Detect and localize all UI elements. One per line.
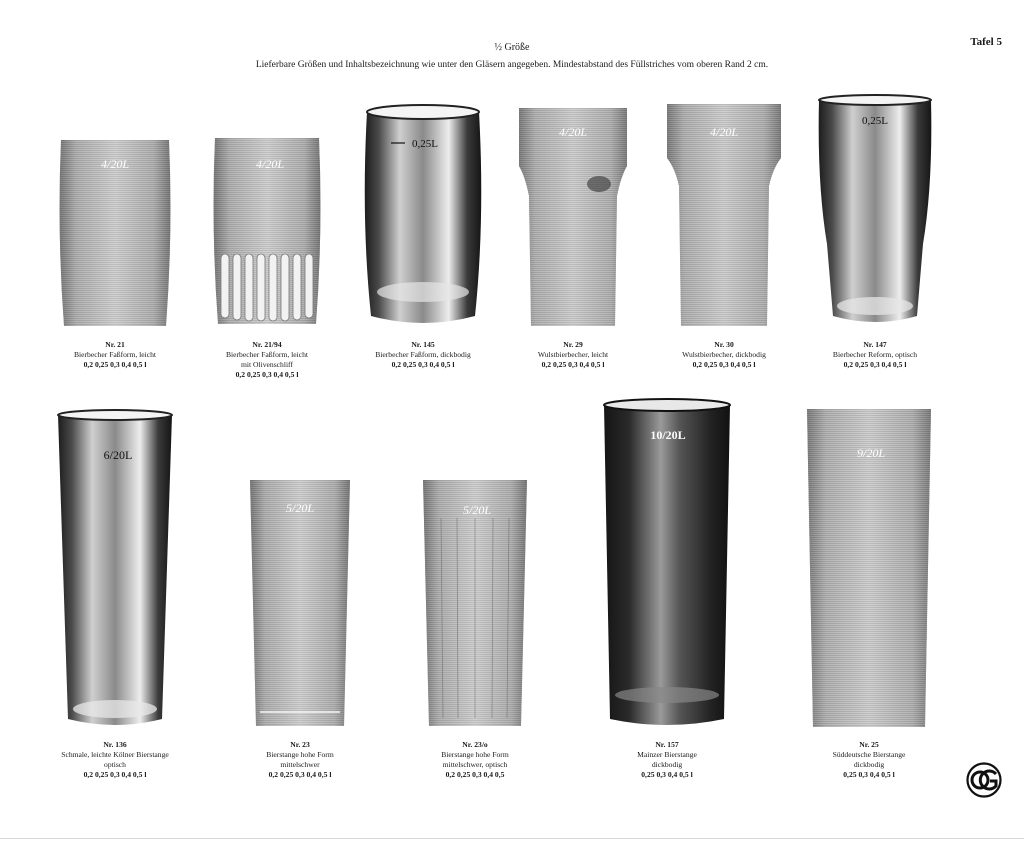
fill-mark: 5/20L bbox=[462, 503, 492, 517]
caption-nr-25 bbox=[779, 740, 959, 780]
caption-nr-21-94 bbox=[177, 340, 357, 380]
item-name: Bierbecher Reform, optisch bbox=[832, 350, 918, 359]
item-name: Bierbecher Faßform, leicht bbox=[73, 350, 157, 359]
caption-nr-23 bbox=[210, 740, 390, 780]
caption-nr-136 bbox=[25, 740, 205, 780]
item-number: Nr. 21 bbox=[105, 340, 125, 349]
glass-nr-29 bbox=[517, 106, 629, 328]
glass-nr-25 bbox=[805, 407, 933, 729]
instruction-text: Lieferbare Größen und Inhaltsbezeichnung wie unter den Gläsern angegeben. Mindestabstand des Füllstriches vom oberen Rand 2 cm. bbox=[255, 60, 769, 70]
item-sizes: 0,2 0,25 0,3 0,4 0,5 l bbox=[83, 770, 147, 779]
item-number: Nr. 23 bbox=[290, 740, 310, 749]
item-name-2: optisch bbox=[104, 760, 126, 769]
item-number: Nr. 136 bbox=[103, 740, 127, 749]
glass-nr-136 bbox=[56, 409, 174, 729]
fill-mark: 4/20L bbox=[709, 125, 739, 139]
glass-nr-147 bbox=[817, 94, 933, 328]
footer-rule bbox=[0, 838, 1024, 839]
item-name: Mainzer Bierstange bbox=[637, 750, 697, 759]
fill-mark: 6/20L bbox=[103, 448, 133, 462]
glass-nr-145 bbox=[363, 102, 483, 328]
fill-mark: 0,25L bbox=[412, 138, 438, 150]
fill-mark: 9/20L bbox=[856, 446, 886, 460]
item-name: Bierbecher Faßform, leicht bbox=[225, 350, 309, 359]
item-number: Nr. 21/94 bbox=[252, 340, 282, 349]
item-name: Bierstange hohe Form bbox=[441, 750, 509, 759]
item-name: Bierbecher Faßform, dickbodig bbox=[375, 350, 471, 359]
item-sizes: 0,2 0,25 0,3 0,4 0,5 bbox=[445, 770, 505, 779]
glass-nr-21-94 bbox=[212, 136, 322, 326]
item-name: Wulstbierbecher, dickbodig bbox=[682, 350, 766, 359]
item-name-2: mittelschwer bbox=[280, 760, 320, 769]
item-number: Nr. 30 bbox=[714, 340, 734, 349]
item-name-2: dickbodig bbox=[853, 760, 885, 769]
caption-nr-147 bbox=[785, 340, 965, 370]
item-name-2: dickbodig bbox=[651, 760, 683, 769]
item-name: Bierstange hohe Form bbox=[266, 750, 334, 759]
fill-mark: 4/20L bbox=[558, 125, 588, 139]
glass-nr-157 bbox=[602, 397, 732, 729]
item-name: Süddeutsche Bierstange bbox=[832, 750, 906, 759]
og-logo-icon bbox=[966, 762, 1002, 798]
item-name: Wulstbierbecher, leicht bbox=[537, 350, 609, 359]
item-number: Nr. 23/o bbox=[462, 740, 488, 749]
glass-nr-23-o bbox=[421, 478, 529, 728]
scale-note: ½ Größe bbox=[494, 42, 530, 53]
fill-mark: 10/20L bbox=[650, 428, 686, 442]
plate-label: Tafel 5 bbox=[970, 36, 1002, 48]
item-number: Nr. 157 bbox=[655, 740, 679, 749]
item-sizes: 0,2 0,25 0,3 0,4 0,5 l bbox=[541, 360, 605, 369]
item-sizes: 0,25 0,3 0,4 0,5 l bbox=[641, 770, 693, 779]
item-sizes: 0,2 0,25 0,3 0,4 0,5 l bbox=[391, 360, 455, 369]
caption-nr-157 bbox=[577, 740, 757, 780]
item-number: Nr. 29 bbox=[563, 340, 583, 349]
item-name: Schmale, leichte Kölner Bierstange bbox=[61, 750, 169, 759]
item-number: Nr. 145 bbox=[411, 340, 435, 349]
glass-nr-23 bbox=[248, 478, 352, 728]
item-sizes: 0,2 0,25 0,3 0,4 0,5 l bbox=[692, 360, 756, 369]
item-sizes: 0,2 0,25 0,3 0,4 0,5 l bbox=[843, 360, 907, 369]
fill-mark: 5/20L bbox=[285, 501, 315, 515]
item-number: Nr. 25 bbox=[859, 740, 879, 749]
item-name-2: mit Olivenschliff bbox=[241, 360, 293, 369]
glass-nr-30 bbox=[665, 102, 783, 328]
fill-mark: 0,25L bbox=[862, 115, 888, 127]
glass-nr-21 bbox=[58, 138, 172, 328]
fill-mark: 4/20L bbox=[255, 157, 285, 171]
item-sizes: 0,2 0,25 0,3 0,4 0,5 l bbox=[268, 770, 332, 779]
item-number: Nr. 147 bbox=[863, 340, 887, 349]
item-name-2: mittelschwer, optisch bbox=[442, 760, 508, 769]
caption-nr-23-o bbox=[385, 740, 565, 780]
item-sizes: 0,25 0,3 0,4 0,5 l bbox=[843, 770, 895, 779]
item-sizes: 0,2 0,25 0,3 0,4 0,5 l bbox=[235, 370, 299, 379]
item-sizes: 0,2 0,25 0,3 0,4 0,5 l bbox=[83, 360, 147, 369]
fill-mark: 4/20L bbox=[100, 157, 130, 171]
